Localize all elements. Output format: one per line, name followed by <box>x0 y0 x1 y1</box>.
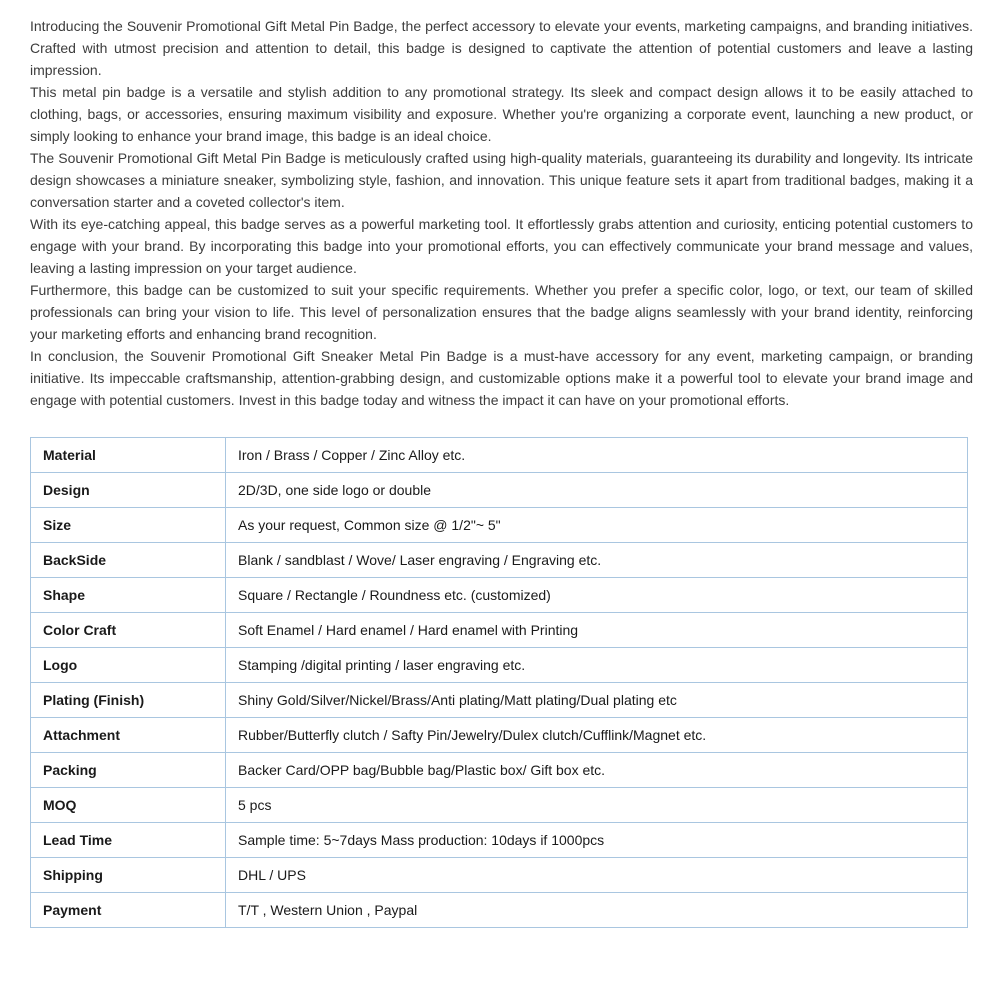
spec-label-color-craft: Color Craft <box>31 613 226 648</box>
spec-label-attachment: Attachment <box>31 718 226 753</box>
spec-row-packing <box>31 753 968 788</box>
spec-label-shape: Shape <box>31 578 226 613</box>
spec-value-color-craft: Soft Enamel / Hard enamel / Hard enamel with Printing <box>226 613 968 648</box>
description-paragraph-customization: Furthermore, this badge can be customized to suit your specific requirements. Whether you prefer a specific color, logo, or text, our team of skilled professionals can bring your vision to life. This level of personalization ensures that the badge aligns seamlessly with your brand identity, reinforcing your marketing efforts and enhancing brand recognition. <box>30 282 973 342</box>
product-spec-table <box>30 437 968 928</box>
spec-row-moq <box>31 788 968 823</box>
spec-row-color-craft <box>31 613 968 648</box>
description-paragraph-materials: The Souvenir Promotional Gift Metal Pin Badge is meticulously crafted using high-quality materials, guaranteeing its durability and longevity. Its intricate design showcases a miniature sneaker, symbolizing style, fashion, and innovation. This unique feature sets it apart from traditional badges, making it a conversation starter and a coveted collector's item. <box>30 150 973 210</box>
description-paragraph-versatility: This metal pin badge is a versatile and stylish addition to any promotional strategy. Its sleek and compact design allows it to be easily attached to clothing, bags, or accessories, ensuring maximum visibility and exposure. Whether you're organizing a corporate event, launching a new product, or simply looking to enhance your brand image, this badge is an ideal choice. <box>30 84 973 144</box>
spec-label-plating: Plating (Finish) <box>31 683 226 718</box>
spec-row-lead-time <box>31 823 968 858</box>
spec-label-packing: Packing <box>31 753 226 788</box>
spec-row-backside <box>31 543 968 578</box>
spec-value-backside: Blank / sandblast / Wove/ Laser engraving / Engraving etc. <box>226 543 968 578</box>
spec-value-material: Iron / Brass / Copper / Zinc Alloy etc. <box>226 438 968 473</box>
spec-label-size: Size <box>31 508 226 543</box>
description-paragraph-conclusion: In conclusion, the Souvenir Promotional Gift Sneaker Metal Pin Badge is a must-have accessory for any event, marketing campaign, or branding initiative. Its impeccable craftsmanship, attention-grabbing design, and customizable options make it a powerful tool to elevate your brand image and engage with potential customers. Invest in this badge today and witness the impact it can have on your promotional efforts. <box>30 348 973 408</box>
spec-label-shipping: Shipping <box>31 858 226 893</box>
spec-value-shipping: DHL / UPS <box>226 858 968 893</box>
spec-value-size: As your request, Common size @ 1/2"~ 5" <box>226 508 968 543</box>
spec-label-design: Design <box>31 473 226 508</box>
spec-row-plating <box>31 683 968 718</box>
spec-value-logo: Stamping /digital printing / laser engraving etc. <box>226 648 968 683</box>
spec-row-logo <box>31 648 968 683</box>
spec-row-payment <box>31 893 968 928</box>
spec-value-moq: 5 pcs <box>226 788 968 823</box>
spec-label-material: Material <box>31 438 226 473</box>
spec-table-body <box>31 438 968 928</box>
spec-row-shipping <box>31 858 968 893</box>
spec-label-lead-time: Lead Time <box>31 823 226 858</box>
spec-label-moq: MOQ <box>31 788 226 823</box>
spec-label-payment: Payment <box>31 893 226 928</box>
spec-value-payment: T/T , Western Union , Paypal <box>226 893 968 928</box>
spec-row-size <box>31 508 968 543</box>
description-paragraph-marketing: With its eye-catching appeal, this badge serves as a powerful marketing tool. It effortlessly grabs attention and curiosity, enticing potential customers to engage with your brand. By incorporating this badge into your promotional efforts, you can effectively communicate your brand message and values, leaving a lasting impression on your target audience. <box>30 216 973 276</box>
product-description-text <box>30 15 973 411</box>
spec-value-packing: Backer Card/OPP bag/Bubble bag/Plastic box/ Gift box etc. <box>226 753 968 788</box>
spec-value-shape: Square / Rectangle / Roundness etc. (customized) <box>226 578 968 613</box>
spec-row-shape <box>31 578 968 613</box>
spec-label-backside: BackSide <box>31 543 226 578</box>
description-paragraph-intro: Introducing the Souvenir Promotional Gift Metal Pin Badge, the perfect accessory to elevate your events, marketing campaigns, and branding initiatives. Crafted with utmost precision and attention to detail, this badge is designed to captivate the attention of potential customers and leave a lasting impression. <box>30 18 973 78</box>
spec-row-attachment <box>31 718 968 753</box>
spec-row-design <box>31 473 968 508</box>
spec-value-lead-time: Sample time: 5~7days Mass production: 10days if 1000pcs <box>226 823 968 858</box>
spec-row-material <box>31 438 968 473</box>
spec-value-attachment: Rubber/Butterfly clutch / Safty Pin/Jewelry/Dulex clutch/Cufflink/Magnet etc. <box>226 718 968 753</box>
spec-value-plating: Shiny Gold/Silver/Nickel/Brass/Anti plating/Matt plating/Dual plating etc <box>226 683 968 718</box>
spec-value-design: 2D/3D, one side logo or double <box>226 473 968 508</box>
spec-label-logo: Logo <box>31 648 226 683</box>
